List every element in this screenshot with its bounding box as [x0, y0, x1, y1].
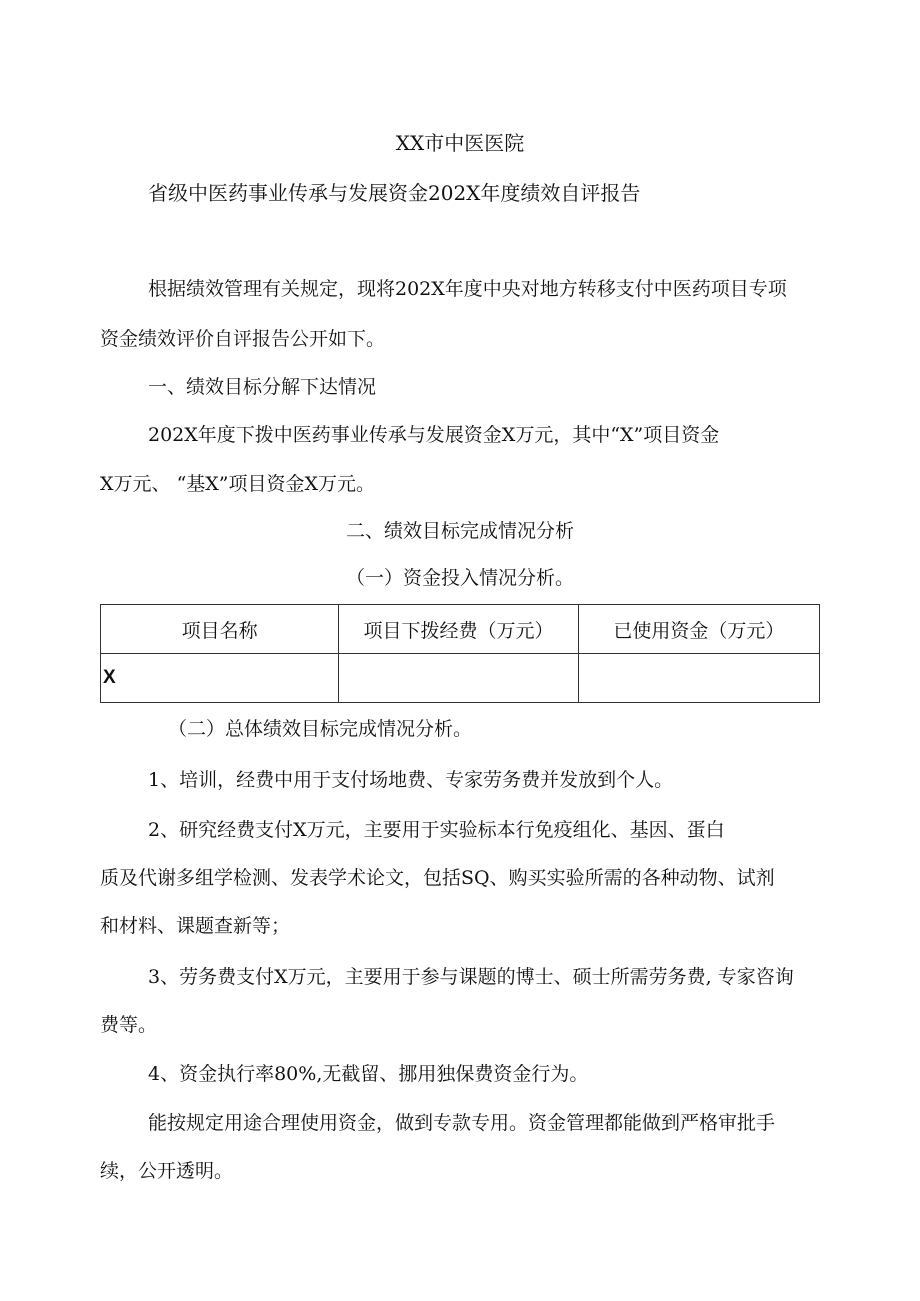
section1-heading: 一、绩效目标分解下达情况: [148, 376, 377, 398]
item-4: 4、资金执行率80%,无截留、挪用独保费资金行为。: [148, 1063, 589, 1085]
table-cell: [578, 654, 819, 703]
section1-line-2: X万元、 “基X”项目资金X万元。: [100, 473, 376, 495]
section2-heading: 二、绩效目标完成情况分析: [345, 520, 574, 542]
item-2-line-2: 质及代谢多组学检测、发表学术论文，包括SQ、购买实验所需的各种动物、试剂: [100, 867, 775, 889]
table-header-cell: 已使用资金（万元）: [578, 605, 819, 654]
intro-line-2: 资金绩效评价自评报告公开如下。: [100, 328, 386, 350]
section1-line-1: 202X年度下拨中医药事业传承与发展资金X万元，其中“X”项目资金: [148, 424, 720, 446]
table-cell: X: [101, 654, 339, 703]
item-2-line-3: 和材料、课题查新等；: [100, 915, 291, 937]
table-cell: [339, 654, 578, 703]
table-header-row: [101, 605, 820, 654]
section2-sub2: （二）总体绩效目标完成情况分析。: [168, 718, 473, 740]
item-3-line-1: 3、劳务费支付X万元，主要用于参与课题的博士、硕士所需劳务费, 专家咨询: [148, 966, 794, 988]
document-title: XX市中医医院: [395, 131, 525, 155]
item-1: 1、培训，经费中用于支付场地费、专家劳务费并发放到个人。: [148, 769, 674, 791]
document-subtitle: 省级中医药事业传承与发展资金202X年度绩效自评报告: [148, 181, 641, 205]
item-3-line-2: 费等。: [100, 1014, 158, 1036]
closing-line-1: 能按规定用途合理使用资金，做到专款专用。资金管理都能做到严格审批手: [148, 1112, 776, 1134]
table-header-cell: 项目名称: [101, 605, 339, 654]
item-2-line-1: 2、研究经费支付X万元，主要用于实验标本行免疫组化、基因、蛋白: [148, 819, 725, 841]
intro-line-1: 根据绩效管理有关规定，现将202X年度中央对地方转移支付中医药项目专项: [148, 278, 787, 300]
table-row: [101, 654, 820, 703]
section2-sub1: （一）资金投入情况分析。: [345, 567, 574, 589]
closing-line-2: 续，公开透明。: [100, 1160, 234, 1182]
fund-table: [100, 604, 820, 703]
table-header-cell: 项目下拨经费（万元）: [339, 605, 578, 654]
